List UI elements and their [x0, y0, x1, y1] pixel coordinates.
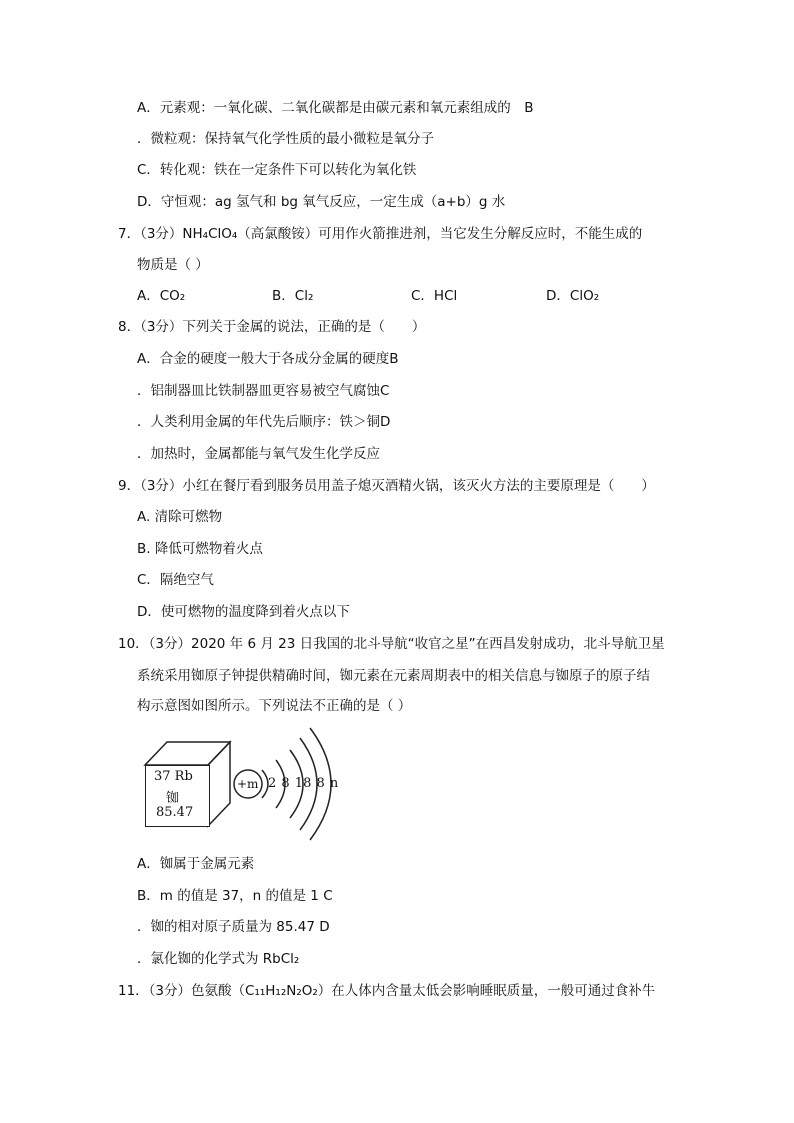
element-card — [145, 765, 210, 827]
q9-option-b: B. 降低可燃物着火点 — [137, 541, 263, 557]
q6-option-b: ．微粒观：保持氧气化学性质的最小微粒是氧分子 — [137, 131, 434, 147]
cube-side-face — [208, 742, 230, 826]
q9-stem: 9．（3分）小红在餐厅看到服务员用盖子熄灭酒精火锅，该灭火方法的主要原理是（ ） — [118, 478, 655, 494]
q8-stem: 8．（3分）下列关于金属的说法，正确的是（ ） — [118, 319, 426, 335]
q10-stem-cont-1: 系统采用铷原子钟提供精确时间，铷元素在元素周期表中的相关信息与铷原子的原子结 — [137, 668, 650, 684]
q7-option-b: B．Cl₂ — [272, 288, 314, 304]
q6-option-a: A．元素观：一氧化碳、二氧化碳都是由碳元素和氧元素组成的 B — [137, 100, 534, 116]
q7-option-c: C．HCl — [411, 288, 458, 304]
q10-option-d: ．氯化铷的化学式为 RbCl₂ — [137, 951, 300, 967]
q7-stem-cont: 物质是（ ） — [137, 257, 209, 273]
q8-option-c: ．人类利用金属的年代先后顺序：铁＞铜D — [137, 414, 391, 430]
q9-option-a: A. 清除可燃物 — [137, 509, 223, 525]
element-name: 铷 — [166, 791, 180, 806]
q6-option-c: C．转化观：铁在一定条件下可以转化为氧化铁 — [137, 162, 417, 178]
q7-stem: 7．（3分）NH₄ClO₄（高氯酸铵）可用作火箭推进剂，当它发生分解反应时，不能生成的 — [118, 226, 643, 242]
q10-stem: 10．（3分）2020 年 6 月 23 日我国的北斗导航“收官之星”在西昌发射成功，北斗导航卫星 — [118, 636, 665, 652]
q10-stem-cont-2: 构示意图如图所示。下列说法不正确的是（ ） — [137, 698, 412, 714]
q8-option-a: A．合金的硬度一般大于各成分金属的硬度B — [137, 351, 399, 367]
electron-shells: 2 8 18 8 n — [268, 776, 339, 791]
q10-option-a: A．铷属于金属元素 — [137, 856, 255, 872]
element-mass: 85.47 — [156, 805, 194, 820]
q9-option-d: D．使可燃物的温度降到着火点以下 — [137, 604, 350, 620]
nucleus-label: +m — [237, 777, 259, 791]
q9-option-c: C．隔绝空气 — [137, 572, 214, 588]
q7-option-d: D．ClO₂ — [546, 288, 600, 304]
q8-option-d: ．加热时，金属都能与氧气发生化学反应 — [137, 446, 380, 462]
cube-top-face — [145, 742, 230, 765]
q7-option-a: A．CO₂ — [137, 288, 186, 304]
element-number-symbol: 37 Rb — [154, 769, 193, 784]
q11-stem: 11．（3分）色氨酸（C₁₁H₁₂N₂O₂）在人体内含量太低会影响睡眠质量，一般可通过食补牛 — [118, 983, 656, 999]
q8-option-b: ．铝制器皿比铁制器皿更容易被空气腐蚀C — [137, 383, 390, 399]
q10-option-c: ．铷的相对原子质量为 85.47 D — [137, 919, 330, 935]
q6-option-d: D．守恒观：ag 氢气和 bg 氧气反应，一定生成（a+b）g 水 — [137, 194, 506, 210]
q10-option-b: B．m 的值是 37，n 的值是 1 C — [137, 888, 333, 904]
